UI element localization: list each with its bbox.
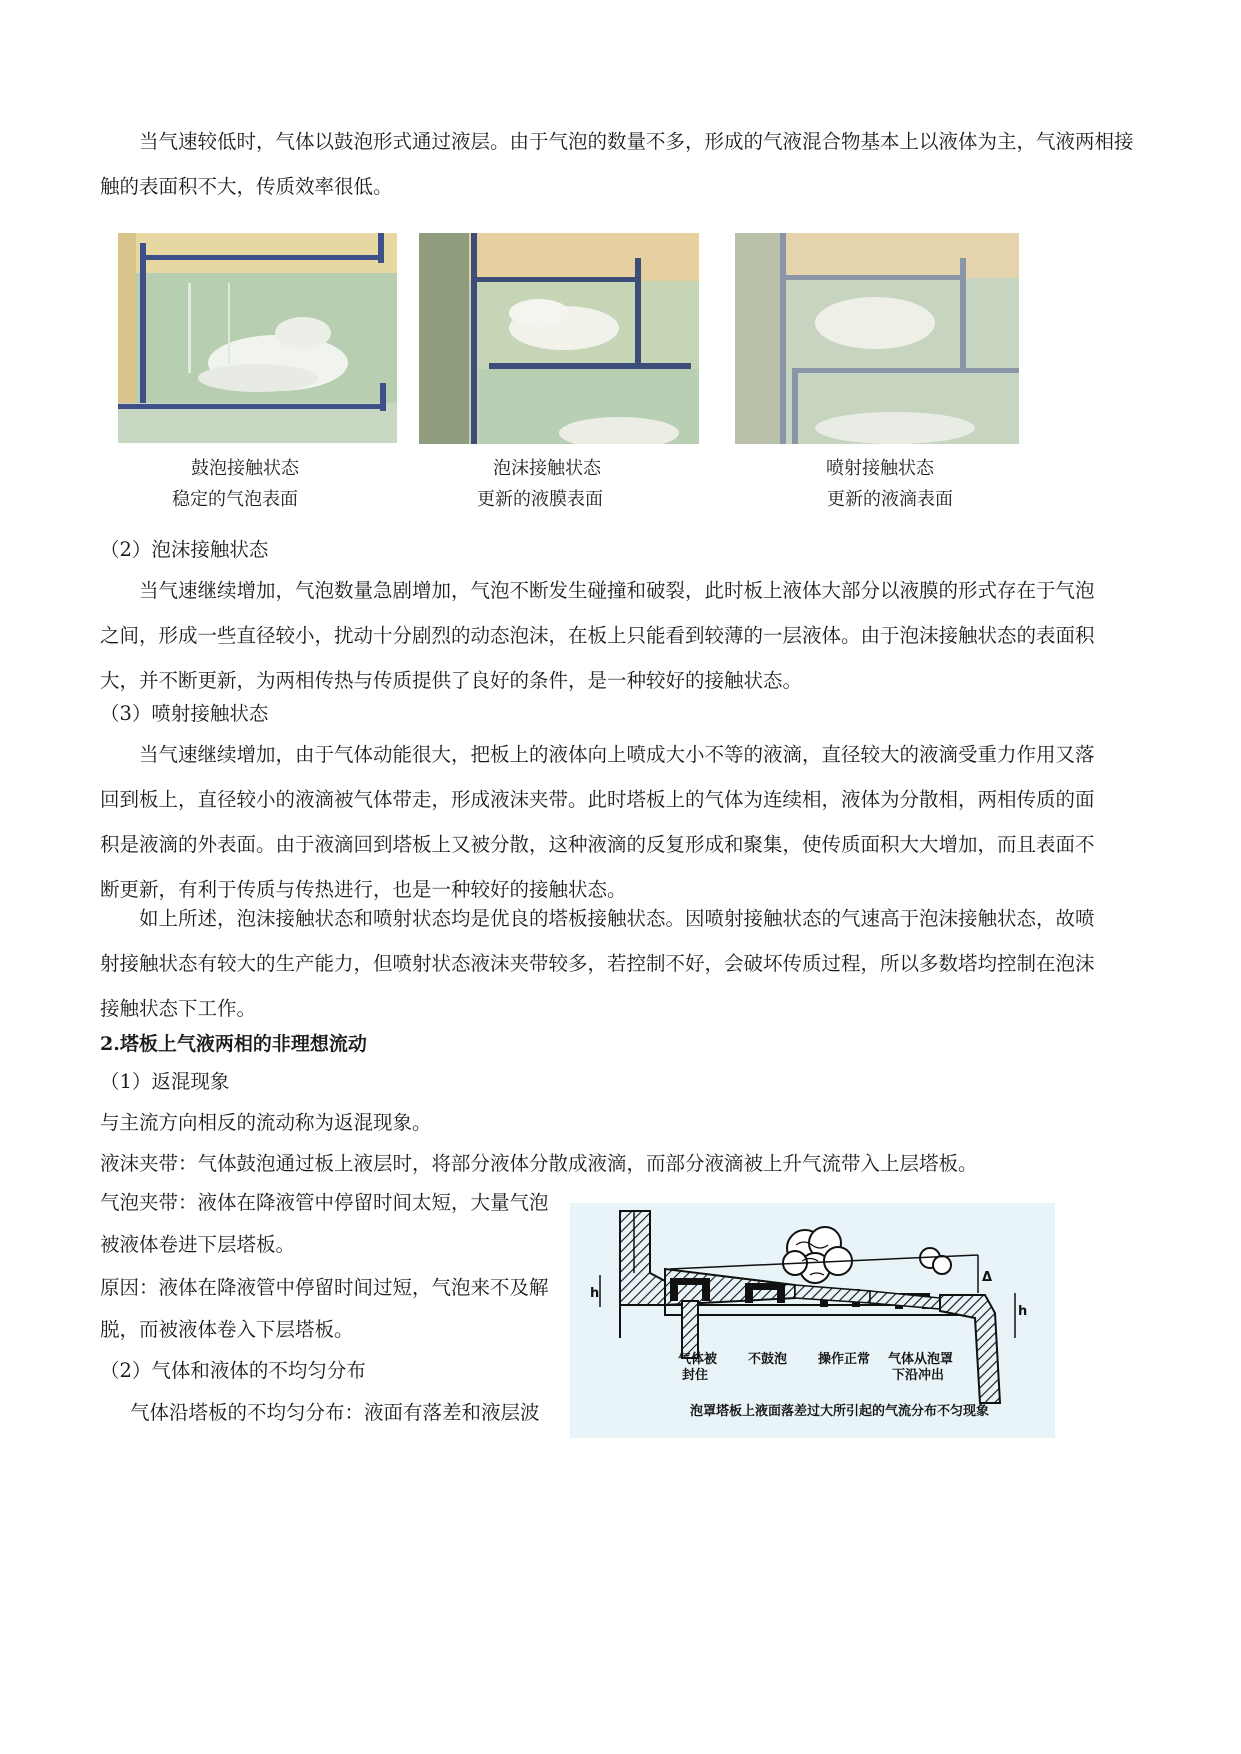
dimension-h-label: h <box>590 1286 600 1301</box>
photo-bubbling-state <box>118 233 397 443</box>
figure-bubble-cap-tray <box>570 1203 1055 1438</box>
caption-foam-title: 泡沫接触状态 <box>493 458 601 479</box>
label-gas-sealed-1: 气体被 <box>678 1352 718 1367</box>
paragraph-spray: 当气速继续增加，由于气体动能很大，把板上的液体向上喷成大小不等的液滴，直径较大的液滴受重力作用又落回到板上，直径较小的液滴被气体带走，形成液沫夹带。此时塔板上的气体为连续相，液体为分散相，两相传质的面积是液滴的外表面。由于液滴回到塔板上又被分散，这种液滴的反复形成和聚集，使传质面积大大增加，而且表面不断更新，有利于传质与传热进行，也是一种较好的接触状态。 <box>100 743 1095 901</box>
caption-spray-subtitle: 更新的液滴表面 <box>827 489 953 510</box>
heading-foam: （2）泡沫接触状态 <box>100 538 269 561</box>
paragraph-backmix-def: 与主流方向相反的流动称为返混现象。 <box>100 1111 432 1134</box>
label-gas-escape-1: 气体从泡罩 <box>888 1352 954 1367</box>
caption-foam-subtitle: 更新的液膜表面 <box>477 489 603 510</box>
label-gas-sealed-2: 封住 <box>682 1368 709 1383</box>
photo-spray-state <box>735 233 1019 444</box>
dimension-h-right-label: h <box>1018 1304 1028 1319</box>
paragraph-summary: 如上所述，泡沫接触状态和喷射状态均是优良的塔板接触状态。因喷射接触状态的气速高于泡沫接触状态，故喷射接触状态有较大的生产能力，但喷射状态液沫夹带较多，若控制不好，会破坏传质过程，所以多数塔均控制在泡沫接触状态下工作。 <box>100 907 1095 1020</box>
figure-caption: 泡罩塔板上液面落差过大所引起的气流分布不匀现象 <box>690 1404 990 1419</box>
label-gas-escape-2: 下沿冲出 <box>892 1368 945 1383</box>
caption-spray-title: 喷射接触状态 <box>826 458 934 479</box>
paragraph-liquid-entrainment: 液沫夹带：气体鼓泡通过板上液层时，将部分液体分散成液滴，而部分液滴被上升气流带入上层塔板。 <box>100 1152 978 1175</box>
label-no-bubbling: 不鼓泡 <box>748 1352 788 1367</box>
paragraph-foam: 当气速继续增加，气泡数量急剧增加，气泡不断发生碰撞和破裂，此时板上液体大部分以液膜的形式存在于气泡之间，形成一些直径较小，扰动十分剧烈的动态泡沫，在板上只能看到较薄的一层液体。由于泡沫接触状态的表面积大，并不断更新，为两相传热与传质提供了良好的条件，是一种较好的接触状态。 <box>100 579 1095 692</box>
paragraph-uneven: 气体沿塔板的不均匀分布：液面有落差和液层波 <box>130 1401 540 1424</box>
photo-foam-state <box>419 233 699 444</box>
caption-bubbling-subtitle: 稳定的气泡表面 <box>172 489 298 510</box>
heading-uneven: （2）气体和液体的不均匀分布 <box>100 1359 366 1382</box>
dimension-delta-label: Δ <box>982 1270 993 1285</box>
heading-spray: （3）喷射接触状态 <box>100 702 269 725</box>
section-title: 2.塔板上气液两相的非理想流动 <box>100 1033 367 1055</box>
label-normal-operation: 操作正常 <box>818 1352 871 1367</box>
paragraph-gas-entrainment: 气泡夹带：液体在降液管中停留时间太短，大量气泡被液体卷进下层塔板。 <box>100 1191 549 1256</box>
paragraph-bubbling: 当气速较低时，气体以鼓泡形式通过液层。由于气泡的数量不多，形成的气液混合物基本上以液体为主，气液两相接触的表面积不大，传质效率很低。 <box>100 130 1134 198</box>
caption-bubbling-title: 鼓泡接触状态 <box>191 458 299 479</box>
paragraph-reason: 原因：液体在降液管中停留时间过短，气泡来不及解脱，而被液体卷入下层塔板。 <box>100 1276 549 1341</box>
heading-backmix: （1）返混现象 <box>100 1070 230 1093</box>
